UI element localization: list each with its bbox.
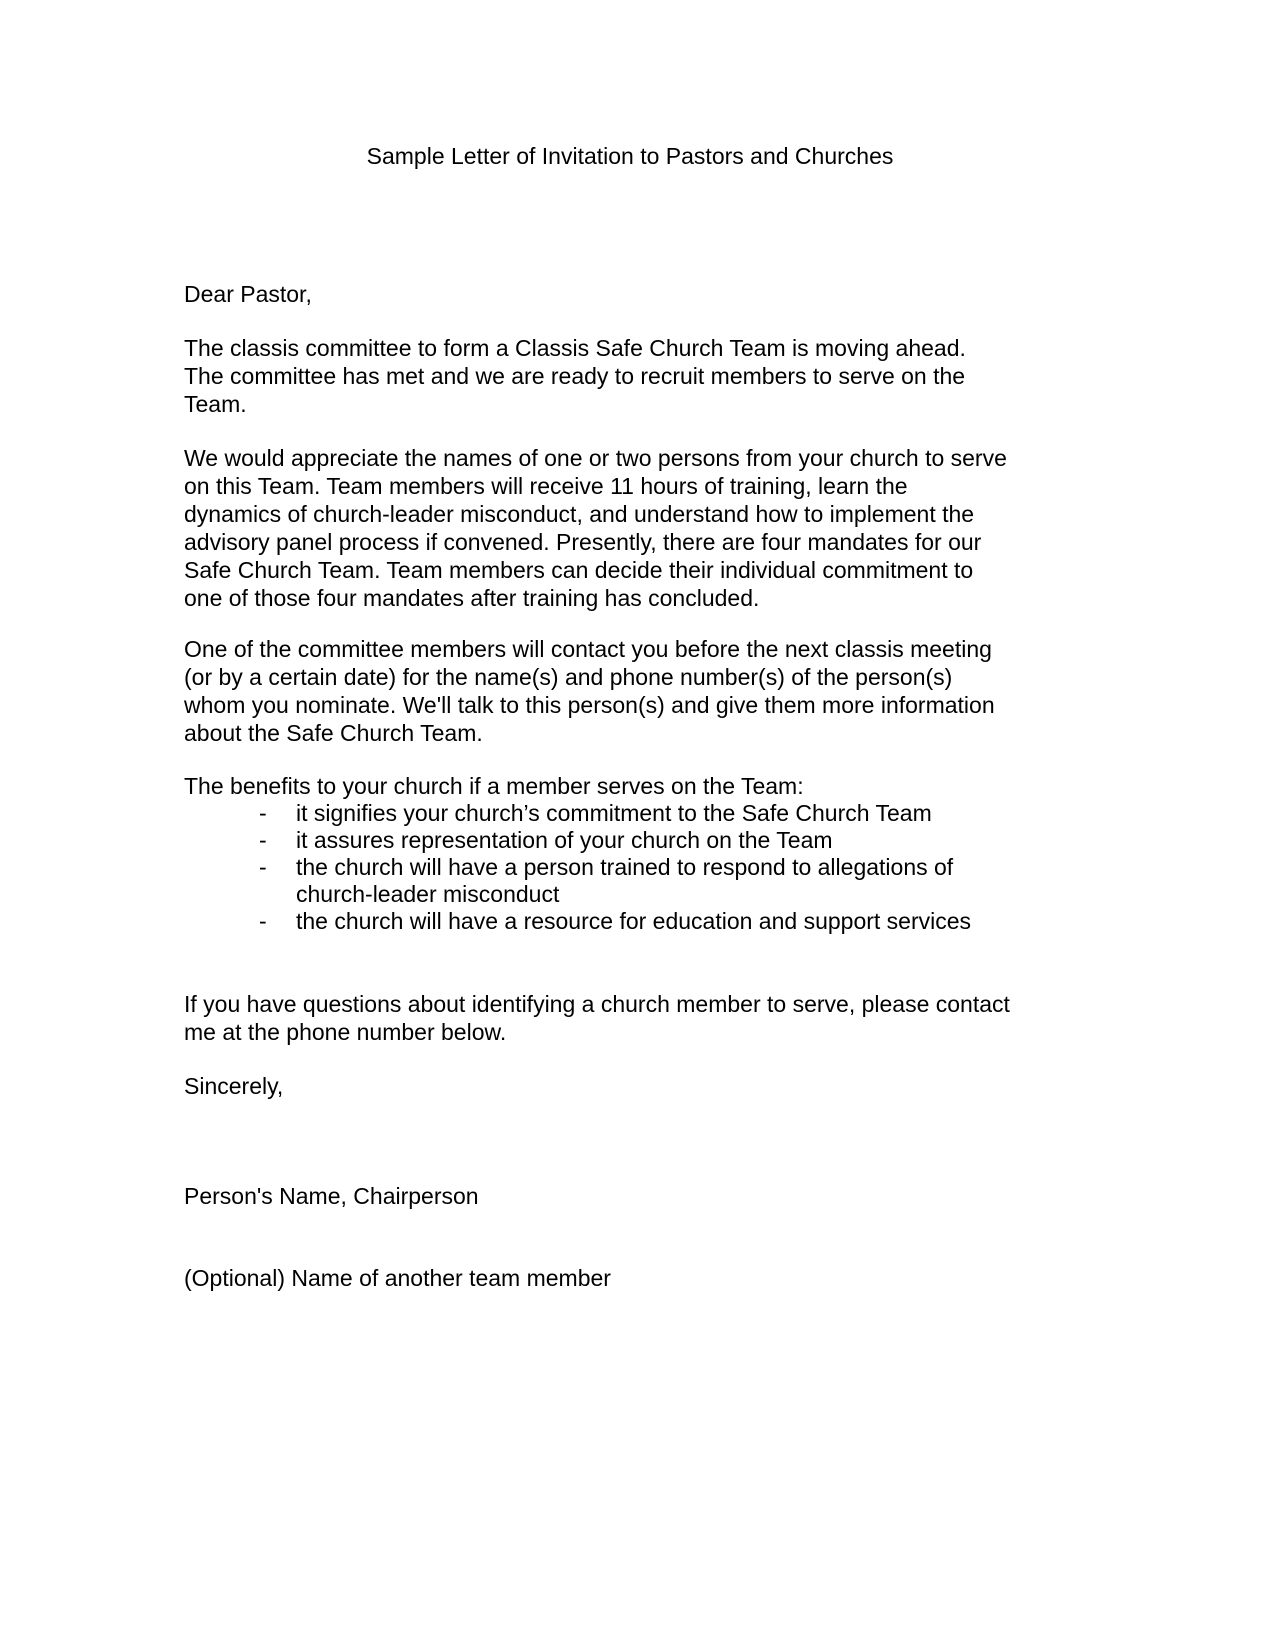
paragraph-line: Team. (184, 391, 247, 417)
benefit-text: it assures representation of your church on the Team (296, 827, 833, 853)
paragraph-line: We would appreciate the names of one or two persons from your church to serve (184, 445, 1007, 471)
bullet-dash: - (259, 908, 267, 934)
paragraph-line: If you have questions about identifying a church member to serve, please contact (184, 991, 1010, 1017)
bullet-dash: - (259, 854, 267, 880)
paragraph-line: (or by a certain date) for the name(s) and phone number(s) of the person(s) (184, 664, 953, 690)
paragraph-line: Safe Church Team. Team members can decide their individual commitment to (184, 557, 974, 583)
benefit-text: it signifies your church’s commitment to the Safe Church Team (296, 800, 932, 826)
paragraph-line: The classis committee to form a Classis Safe Church Team is moving ahead. (184, 335, 966, 361)
benefits-intro: The benefits to your church if a member serves on the Team: (184, 773, 804, 799)
bullet-dash: - (259, 827, 267, 853)
paragraph-line: whom you nominate. We'll talk to this person(s) and give them more information (184, 692, 995, 718)
paragraph-line: One of the committee members will contact you before the next classis meeting (184, 636, 992, 662)
benefit-text: the church will have a person trained to respond to allegations of (296, 854, 954, 880)
salutation: Dear Pastor, (184, 281, 312, 307)
closing: Sincerely, (184, 1073, 284, 1099)
paragraph-line: about the Safe Church Team. (184, 720, 483, 746)
paragraph-line: dynamics of church-leader misconduct, and understand how to implement the (184, 501, 975, 527)
paragraph-intro (184, 334, 1104, 418)
paragraph-contact (184, 635, 1104, 747)
paragraph-request (184, 444, 1104, 612)
paragraph-line: on this Team. Team members will receive 11 hours of training, learn the (184, 473, 908, 499)
signature: Person's Name, Chairperson (184, 1183, 479, 1209)
paragraph-line: advisory panel process if convened. Presently, there are four mandates for our (184, 529, 982, 555)
benefit-text-continued: church-leader misconduct (296, 881, 560, 907)
optional-signature: (Optional) Name of another team member (184, 1265, 611, 1291)
benefit-text: the church will have a resource for education and support services (296, 908, 972, 934)
paragraph-questions (184, 990, 1104, 1046)
paragraph-line: one of those four mandates after training has concluded. (184, 585, 760, 611)
paragraph-line: The committee has met and we are ready to recruit members to serve on the (184, 363, 966, 389)
letter-title: Sample Letter of Invitation to Pastors and Churches (366, 143, 894, 169)
bullet-dash: - (259, 800, 267, 826)
paragraph-line: me at the phone number below. (184, 1019, 507, 1045)
